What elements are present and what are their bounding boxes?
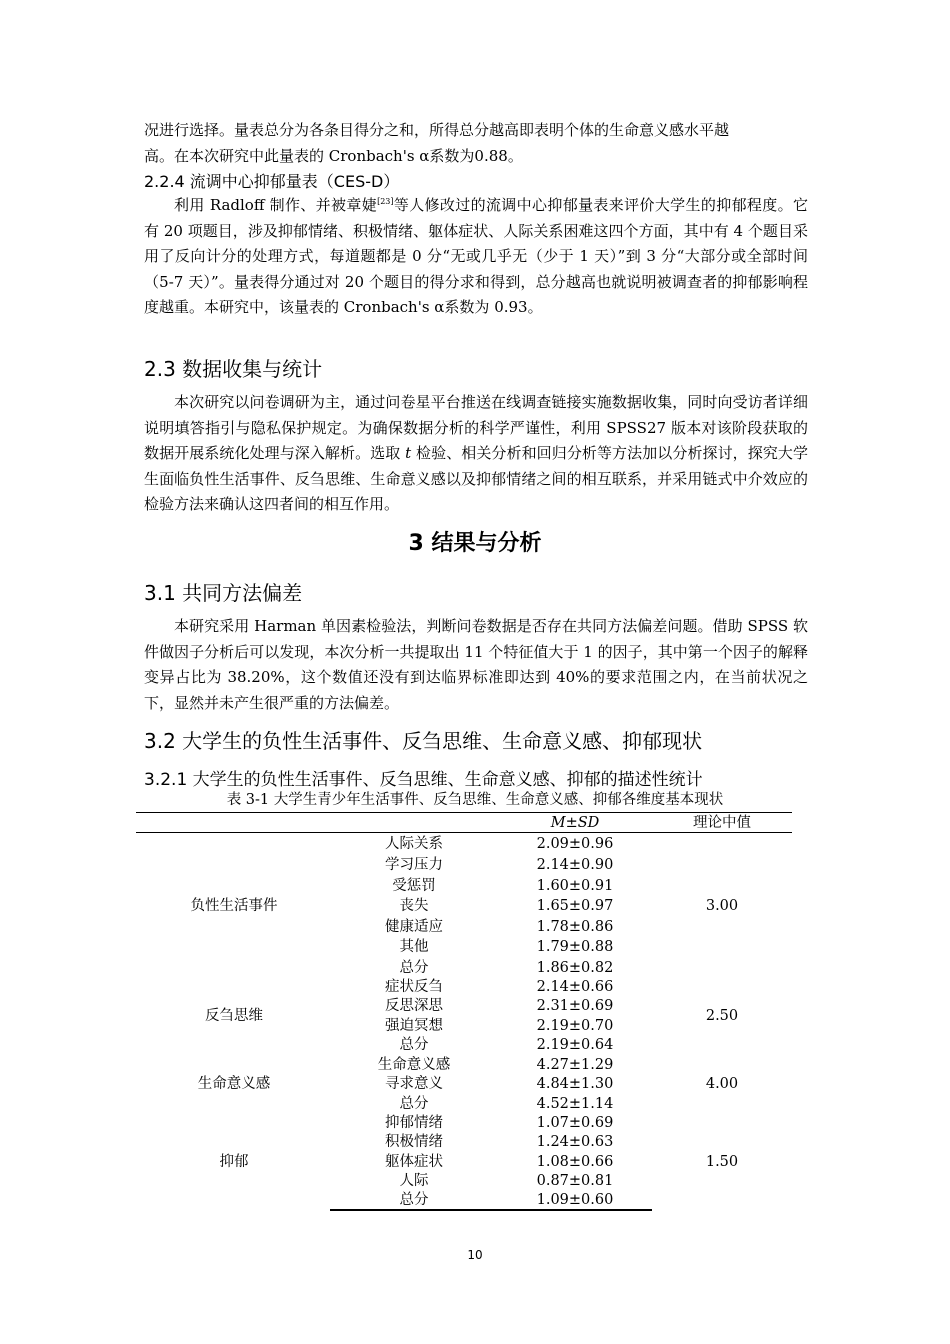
page-number: 10 [467, 1248, 483, 1262]
table-header-rule [136, 832, 792, 833]
table-item: 丧失 [399, 898, 429, 914]
table-theoretical-median: 2.50 [705, 1008, 739, 1024]
table-theoretical-median: 4.00 [705, 1076, 739, 1092]
table-header-theoretical-median: 理论中值 [693, 815, 751, 831]
table-item: 总分 [399, 1192, 429, 1208]
table-bottom-rule [330, 1209, 652, 1211]
table-item: 人际 [399, 1173, 429, 1189]
table-value: 1.78±0.86 [536, 919, 614, 935]
paragraph-method-bias: 本研究采用 Harman 单因素检验法，判断问卷数据是否存在共同方法偏差问题。借助 SPSS 软件做因子分析后可以发现，本次分析一共提取出 11 个特征值大于 1 的因子，其中第一个因子的解释变异占比为 38.20%，这个数值还没有到达临界标准即达到 40%的要求范围之内，在当前状况之下，显然并未产生很严重的方法偏差。 [144, 617, 808, 712]
table-value: 1.24±0.63 [536, 1134, 614, 1150]
section-heading-3-2-1: 3.2.1 大学生的负性生活事件、反刍思维、生命意义感、抑郁的描述性统计 [144, 770, 703, 790]
table-item: 学习压力 [385, 857, 443, 873]
t-test-symbol: t [405, 444, 412, 462]
section-heading-3-1: 3.1 共同方法偏差 [144, 581, 303, 605]
table-value: 2.31±0.69 [536, 998, 614, 1014]
section-heading-3-2: 3.2 大学生的负性生活事件、反刍思维、生命意义感、抑郁现状 [144, 729, 703, 753]
table-group-label: 抑郁 [219, 1154, 249, 1170]
table-value: 1.79±0.88 [536, 939, 614, 955]
table-group-label: 负性生活事件 [190, 898, 278, 914]
table-value: 1.07±0.69 [536, 1115, 614, 1131]
paragraph-text: 等人修改过的流调中心抑郁量表来评价大学生的抑郁程度。它有 20 项题目，涉及抑郁情绪、积极情绪、躯体症状、人际关系困难这四个方面，其中有 4 个题目采用了反向计分的处理方式，每道题都是 0 分“无或几乎无（少于 1 天）”到 3 分“大部分或全部时间（5-7 天）”。量表得分通过对 20 个题目的得分求和得到，总分越高也就说明被调查者的抑郁影响程度越重。本研究中，该量表的 Cronbach's α系数为 0.93。 [144, 196, 808, 316]
table-theoretical-median: 3.00 [705, 898, 739, 914]
table-value: 2.19±0.64 [536, 1037, 614, 1053]
paragraph-data-collection [144, 390, 808, 518]
table-item: 其他 [399, 939, 429, 955]
table-value: 2.14±0.66 [536, 979, 614, 995]
table-item: 生命意义感 [377, 1057, 451, 1073]
paragraph-text: 利用 Radloff 制作、并被章婕 [174, 196, 378, 214]
table-group-label: 生命意义感 [197, 1076, 271, 1092]
table-item: 健康适应 [385, 919, 443, 935]
table-item: 受惩罚 [392, 878, 436, 894]
table-value: 1.09±0.60 [536, 1192, 614, 1208]
table-value: 4.84±1.30 [536, 1076, 614, 1092]
table-item: 寻求意义 [385, 1076, 443, 1092]
table-value: 2.19±0.70 [536, 1018, 614, 1034]
table-item: 症状反刍 [385, 979, 443, 995]
table-item: 总分 [399, 1037, 429, 1053]
table-value: 2.09±0.96 [536, 836, 614, 852]
text-line: 高。在本次研究中此量表的 Cronbach's α系数为0.88。 [144, 146, 523, 165]
section-heading-2-2-4: 2.2.4 流调中心抑郁量表（CES-D） [144, 172, 400, 191]
paragraph-text: 检验、相关分析和回归分析等方法加以分析探讨，探究大学生面临负性生活事件、反刍思维、生命意义感以及抑郁情绪之间的相互联系，并采用链式中介效应的检验方法来确认这四者间的相互作用。 [144, 444, 808, 513]
table-value: 4.27±1.29 [536, 1057, 614, 1073]
table-value: 1.65±0.97 [536, 898, 614, 914]
table-item: 强迫冥想 [385, 1018, 443, 1034]
chapter-title: 3 结果与分析 [408, 531, 542, 556]
table-value: 0.87±0.81 [536, 1173, 614, 1189]
table-value: 1.60±0.91 [536, 878, 614, 894]
paragraph-text: 本次研究以问卷调研为主，通过问卷星平台推送在线调查链接实施数据收集，同时向受访者详细说明填答指引与隐私保护规定。为确保数据分析的科学严谨性，利用 SPSS27 版本对该阶段获取的数据开展系统化处理与深入解析。选取 [144, 393, 808, 462]
table-item: 反思深思 [385, 998, 443, 1014]
table-top-rule [136, 812, 792, 813]
table-value: 1.86±0.82 [536, 960, 614, 976]
table-item: 躯体症状 [385, 1154, 443, 1170]
text-line: 况进行选择。量表总分为各条目得分之和，所得总分越高即表明个体的生命意义感水平越 [144, 121, 730, 139]
table-header-msd: M±SD [550, 815, 600, 831]
table-theoretical-median: 1.50 [705, 1154, 739, 1170]
table-value: 2.14±0.90 [536, 857, 614, 873]
table-item: 抑郁情绪 [385, 1115, 443, 1131]
table-value: 4.52±1.14 [536, 1096, 614, 1112]
table-item: 总分 [399, 960, 429, 976]
table-item: 人际关系 [385, 836, 443, 852]
table-item: 积极情绪 [385, 1134, 443, 1150]
table-value: 1.08±0.66 [536, 1154, 614, 1170]
citation-ref: [23] [377, 197, 394, 206]
section-heading-2-3: 2.3 数据收集与统计 [144, 357, 323, 381]
table-group-label: 反刍思维 [205, 1008, 263, 1024]
table-item: 总分 [399, 1096, 429, 1112]
paragraph-scale-scoring [144, 118, 808, 169]
paragraph-ces-d [144, 193, 808, 321]
table-caption: 表 3-1 大学生青少年生活事件、反刍思维、生命意义感、抑郁各维度基本现状 [226, 792, 724, 808]
